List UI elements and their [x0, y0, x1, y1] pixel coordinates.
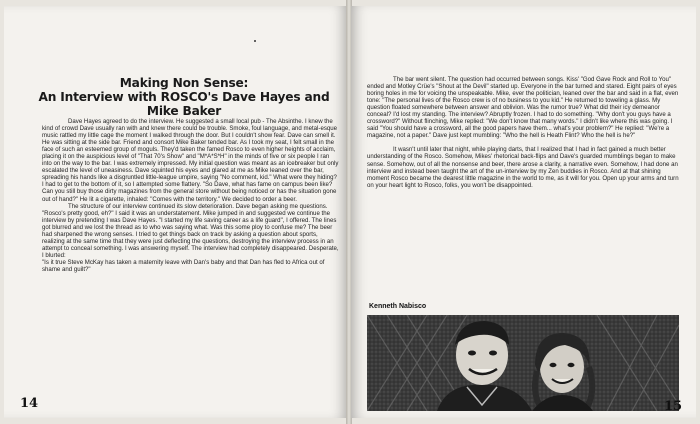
author-byline: Kenneth Nabisco [369, 303, 427, 310]
photo-illustration [367, 315, 679, 411]
right-body-text [367, 76, 680, 189]
article-title-line2: An Interview with ROSCO's Dave Hayes and Mike Baker [38, 90, 330, 118]
right-page [351, 6, 696, 418]
article-title-line1: Making Non Sense: [119, 76, 249, 90]
paragraph: The bar went silent. The question had occurred between songs. Kiss' "God Gave Rock and Roll to You" ended and Motley Crüe's "Shout at the Devil" started up. Everyone in the bar turned and stared. Eight pairs of eyes boring holes in me for voicing the unspeakable. Mike, ever the politician, leaned over the bar and said in a flat, even tone: "The personal lives of the Rosco crew is of no business to you kid." He returned to toweling a glass. My question floated somewhere between answer and oblivion. Was the rumor true? What did their icy demeanor conceal? I'd lost my standing. The interview? Abruptly frozen. I had to do something. "Why don't you guys have a crossword?" Without flinching, Mike replied: "We don't know that many words." I didn't like where this was going. I said "You should have a crossword, all the good papers have them... what's your problem?" He replied: "We're a magazine, not a paper." Dave just kept mumbling: "Who the hell is Heath Flint? Who the hell is he?" [367, 76, 679, 140]
print-speck [254, 40, 256, 42]
author-photo [367, 315, 679, 411]
paragraph: It wasn't until later that night, while playing darts, that I realized that I had in fact gained a much better understanding of the Rosco. Somehow, Mikes' rhetorical back-flips and Dave's guarded mumblings began to make sense. Somehow, out of all the nonsense and beer, there arose a clarity, a narrative even. Somehow, I had done an interview and instead been taught the art of the un-interview by my Zen buddies in Rosco. And at that shining moment Rosco became the dearest little magazine in the world to me, as it will for you. Open up your arms and turn on your heart light to Rosco, folks, you won't be disappointed. [367, 146, 679, 189]
left-body-text [42, 118, 339, 273]
paragraph: "Is it true Steve McKay has taken a maternity leave with Dan's baby and that Dan has fled to Africa out of shame and guilt?" [42, 258, 325, 273]
paragraph: Dave Hayes agreed to do the interview. He suggested a small local pub - The Absinthe. I knew the kind of crowd Dave usually ran with and knew there could be trouble. Smoke, foul language, and metal-esque music rattled my little cage the moment I walked through the door. But I couldn't show fear. Dave can smell it. He was sitting at the side bar. Friend and consort Mike Baker tended bar. As I took my seat, I felt small in the face of such an esteemed group of moguls. They'd taken the famed Rosco to even higher heights of acclaim, placing it on the auspicious level of "That 70's Show" and "M*A*S*H" in the minds of five or six people I ran into on the way to the bar. I was extremely impressed. My initial question was meant as an icebreaker but only escalated the level of uneasiness. Dave squinted his eyes and glared at me as Mike leaned over the bar, spreading his hands like a disgruntled little-league umpire, saying "No comment, kid." What were they hiding? I had to get to the bottom of it, so I attempted some flattery. "So Dave, what has fame on campus been like? Can you still buy those dirty magazines from the general store without being noticed or has the situation gone out of hand?" He lit a cigarette, inhaled: "Comes with the territory." We decided to order a beer. [42, 118, 339, 203]
page-number-left: 14 [20, 396, 39, 411]
paragraph: The structure of our interview continued its slow deterioration. Dave began asking me questions. "Rosco's pretty good, eh?" I said it was an understatement. Mike jumped in and suggested we continue the interview by pretending I was Dave Hayes. "I started my life saving career as a life guard", I offered. The lines got blurred and we lost the thread as to who was saying what. Was this some ploy to confuse me? The beer had sharpened the wrong senses. I tried to get things back on track by asking a question about sports, realizing at the same time that they were just deflecting the questions, destroying the interview process in an attempt to conceal something. I was answering myself. The interview had completely disappeared. Desperate, I blurted: [42, 202, 339, 259]
left-page [4, 6, 347, 418]
page-number-right: 15 [664, 399, 683, 414]
